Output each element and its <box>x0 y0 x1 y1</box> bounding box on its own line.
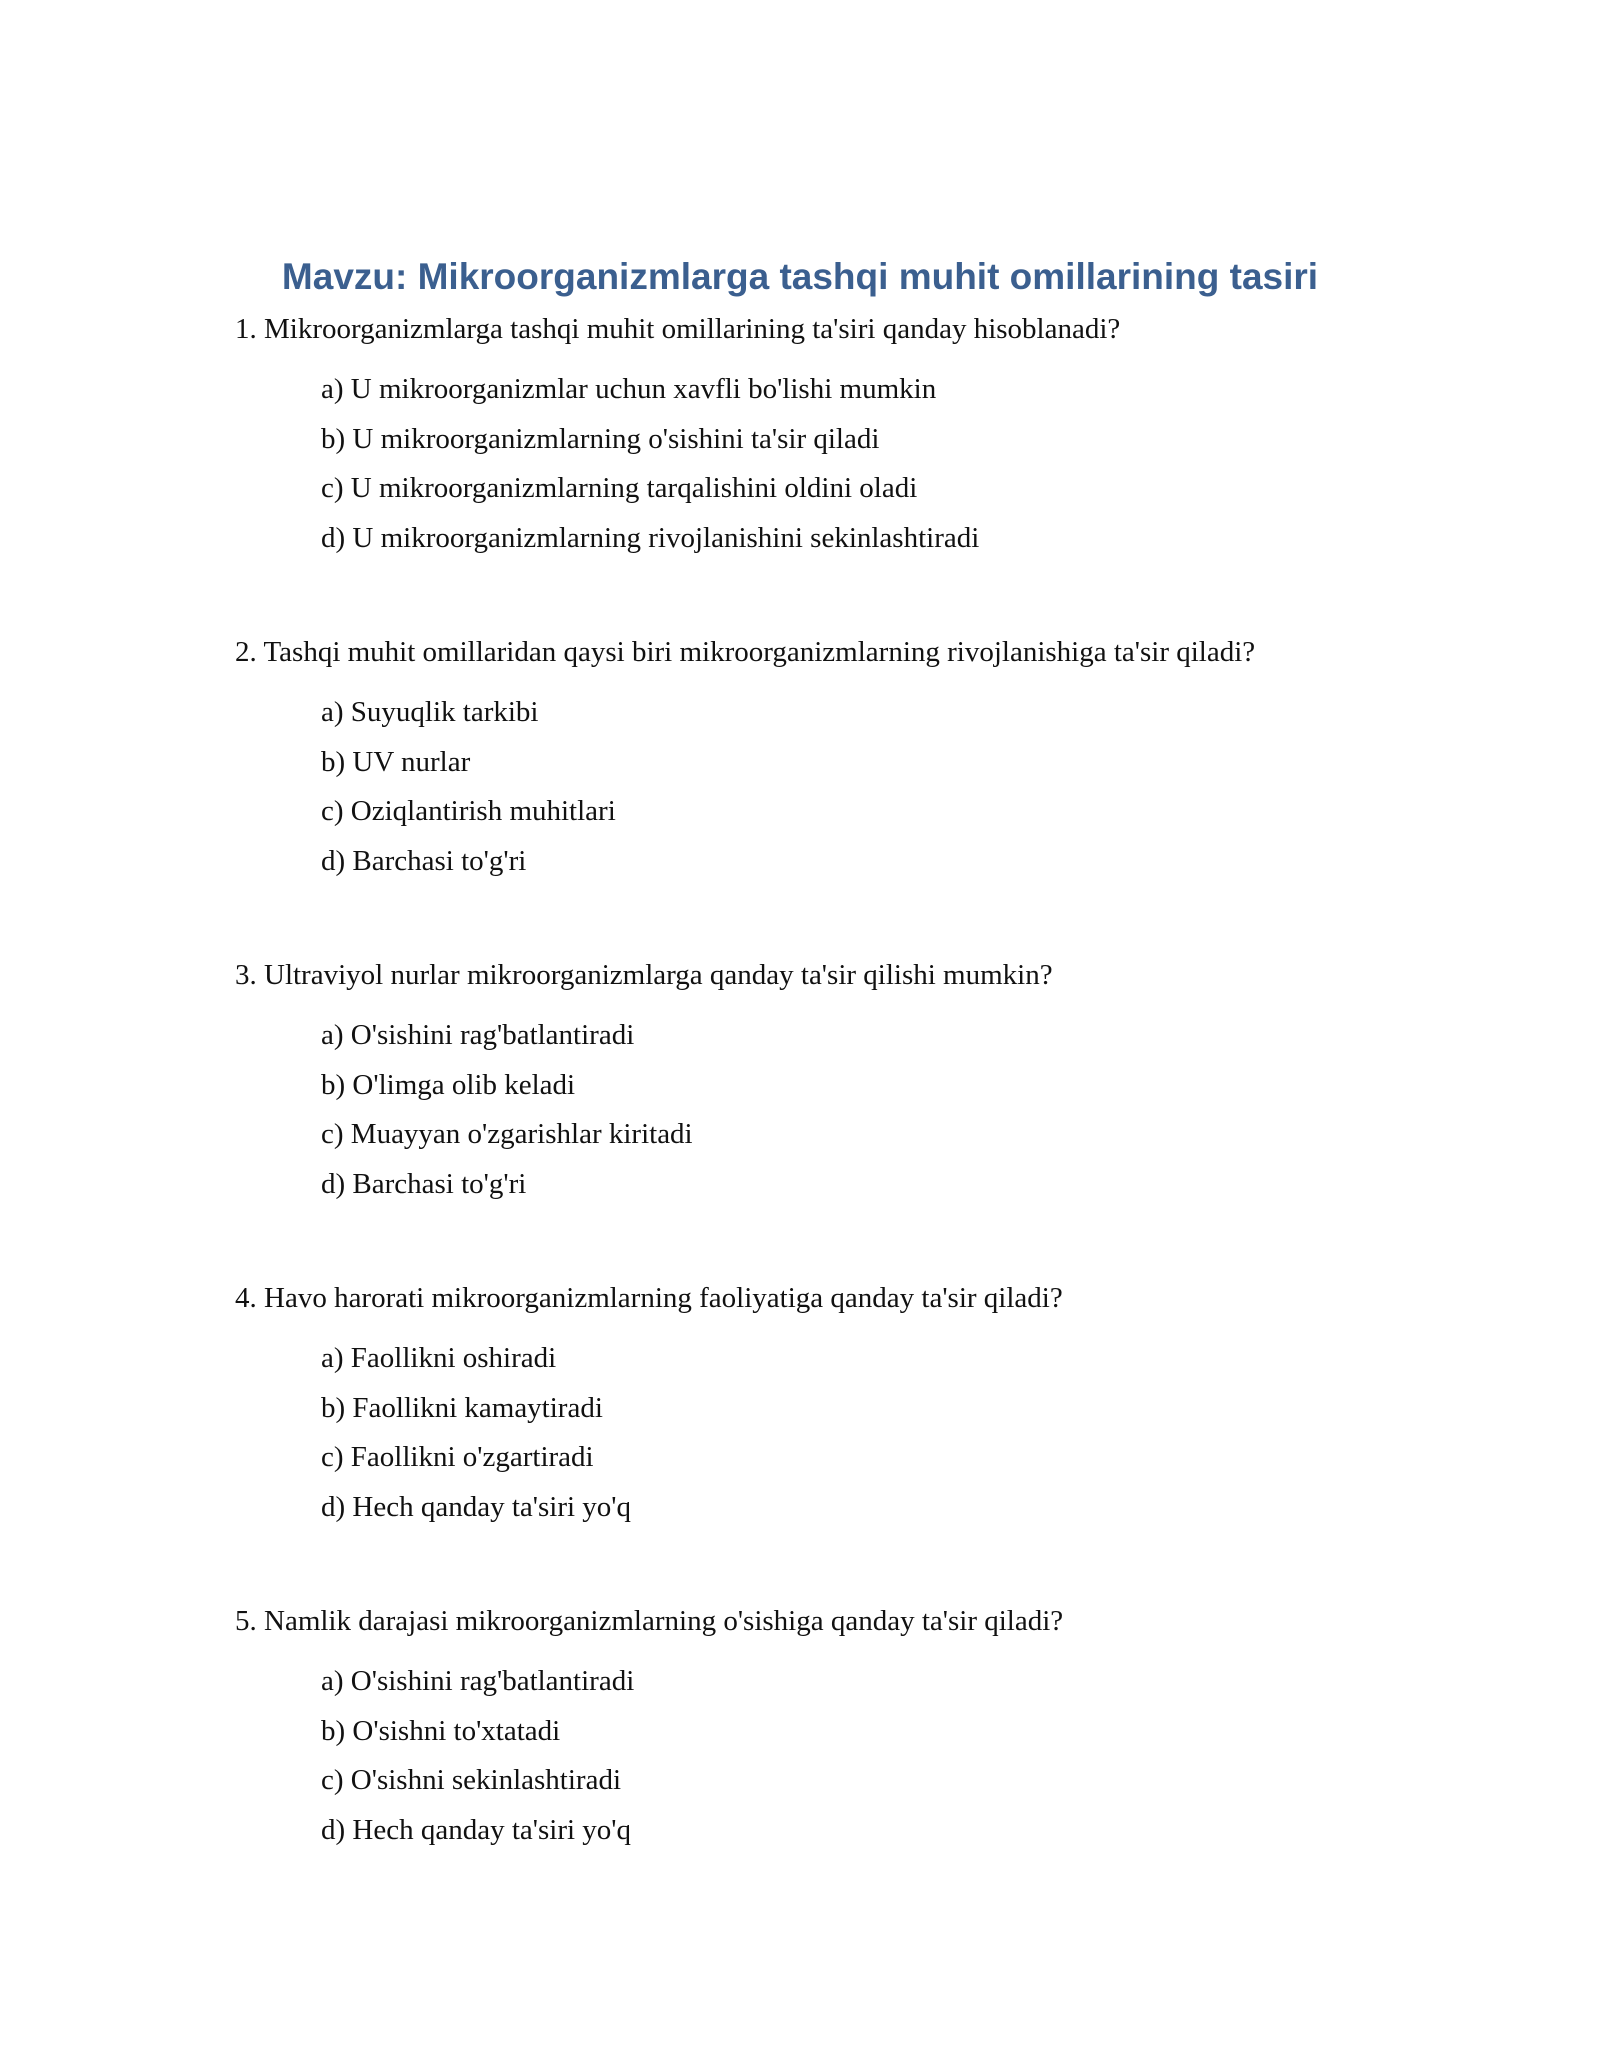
answer-option: c) O'sishni sekinlashtiradi <box>321 1764 622 1796</box>
answer-options <box>321 1011 1535 1209</box>
answer-option: c) Muayyan o'zgarishlar kiritadi <box>321 1118 693 1150</box>
question-text: 5. Namlik darajasi mikroorganizmlarning o'sishiga qanday ta'sir qiladi? <box>235 1605 1064 1637</box>
document-title: Mavzu: Mikroorganizmlarga tashqi muhit omillarining tasiri <box>281 256 1319 297</box>
answer-option: b) O'sishni to'xtatadi <box>321 1714 561 1747</box>
answer-option: d) Barchasi to'g'ri <box>321 1167 527 1200</box>
question-block <box>235 309 1535 563</box>
question-block <box>235 1278 1535 1532</box>
answer-option: b) UV nurlar <box>321 745 471 778</box>
question-text: 1. Mikroorganizmlarga tashqi muhit omillarining ta'siri qanday hisoblanadi? <box>235 313 1121 345</box>
answer-option: c) Oziqlantirish muhitlari <box>321 795 616 827</box>
answer-option: d) Barchasi to'g'ri <box>321 844 527 877</box>
answer-options <box>321 1334 1535 1532</box>
question-text: 4. Havo harorati mikroorganizmlarning faoliyatiga qanday ta'sir qiladi? <box>235 1282 1063 1314</box>
answer-options <box>321 688 1535 886</box>
answer-option: a) Suyuqlik tarkibi <box>321 696 539 728</box>
answer-option: a) O'sishini rag'batlantiradi <box>321 1019 635 1051</box>
question-block <box>235 1601 1535 1855</box>
question-text: 3. Ultraviyol nurlar mikroorganizmlarga qanday ta'sir qilishi mumkin? <box>235 959 1053 991</box>
question-text: 2. Tashqi muhit omillaridan qaysi biri mikroorganizmlarning rivojlanishiga ta'sir qiladi? <box>235 636 1256 668</box>
answer-option: a) U mikroorganizmlar uchun xavfli bo'lishi mumkin <box>321 373 937 405</box>
answer-option: c) Faollikni o'zgartiradi <box>321 1441 594 1473</box>
answer-option: d) Hech qanday ta'siri yo'q <box>321 1813 632 1846</box>
answer-option: b) U mikroorganizmlarning o'sishini ta'sir qiladi <box>321 422 880 455</box>
answer-options <box>321 365 1535 563</box>
answer-option: b) O'limga olib keladi <box>321 1068 576 1101</box>
answer-option: c) U mikroorganizmlarning tarqalishini oldini oladi <box>321 472 918 504</box>
answer-option: b) Faollikni kamaytiradi <box>321 1391 603 1424</box>
answer-option: d) U mikroorganizmlarning rivojlanishini sekinlashtiradi <box>321 521 980 554</box>
question-block <box>235 955 1535 1209</box>
answer-option: a) Faollikni oshiradi <box>321 1342 557 1374</box>
answer-option: a) O'sishini rag'batlantiradi <box>321 1665 635 1697</box>
answer-options <box>321 1657 1535 1855</box>
answer-option: d) Hech qanday ta'siri yo'q <box>321 1490 632 1523</box>
question-block <box>235 632 1535 886</box>
